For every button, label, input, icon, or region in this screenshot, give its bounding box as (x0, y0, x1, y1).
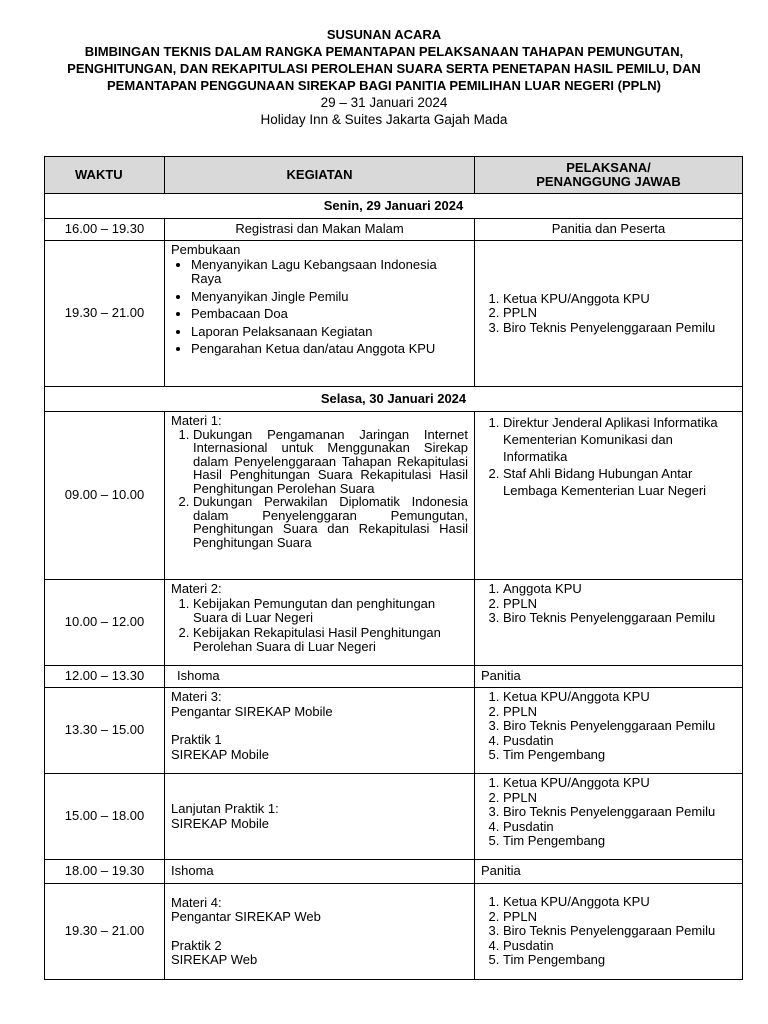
activity-line: SIREKAP Web (171, 952, 258, 967)
day-row (45, 387, 743, 412)
day-label: Senin, 29 Januari 2024 (45, 194, 743, 219)
list-item: • Pengarahan Ketua dan/atau Anggota KPU (191, 342, 468, 357)
responsible-list (481, 292, 736, 336)
table-row (45, 860, 743, 884)
list-item: 1. Ketua KPU/Anggota KPU (503, 895, 736, 910)
table-row (45, 580, 743, 666)
table-row (45, 241, 743, 387)
activity-line: Materi 3: (171, 689, 222, 704)
responsible-list (481, 414, 736, 499)
list-item: 5. Tim Pengembang (503, 953, 736, 968)
list-item: 1. Anggota KPU (503, 582, 736, 597)
responsible-cell (475, 774, 743, 860)
document-title: SUSUNAN ACARA (326, 27, 442, 42)
event-date: 29 – 31 Januari 2024 (320, 95, 448, 110)
list-item: 3. Biro Teknis Penyelenggaraan Pemilu (503, 611, 736, 626)
list-item: 5. Tim Pengembang (503, 748, 736, 763)
header-responsible-line1: PELAKSANA/ (566, 159, 651, 175)
activity-line: Lanjutan Praktik 1: (171, 801, 279, 816)
activity-line: Praktik 1 (171, 732, 222, 747)
activity-line: Materi 4: (171, 894, 222, 910)
activity-title: Pembukaan (171, 242, 241, 257)
schedule-table (44, 156, 743, 980)
time-cell: 19.30 – 21.00 (45, 884, 165, 980)
time-cell: 18.00 – 19.30 (45, 860, 165, 884)
list-item: 2. PPLN (503, 791, 736, 806)
list-item: 2. Staf Ahli Bidang Hubungan Antar Lembaga Kementerian Luar Negeri (503, 465, 736, 499)
activity-title: Materi 2: (171, 581, 222, 596)
time-cell: 13.30 – 15.00 (45, 688, 165, 774)
list-item: 4. Pusdatin (503, 820, 736, 835)
activity-cell (165, 580, 475, 666)
responsible-list (481, 895, 736, 968)
header-time: WAKTU (45, 157, 165, 194)
responsible-cell (475, 688, 743, 774)
activity-line: SIREKAP Mobile (171, 815, 270, 831)
responsible-cell (475, 884, 743, 980)
header-activity: KEGIATAN (165, 157, 475, 194)
table-row (45, 688, 743, 774)
responsible-cell (475, 412, 743, 580)
list-item: 1. Dukungan Pengamanan Jaringan Internet Internasional untuk Menggunakan Sirekap dalam Penyelenggaraan Tahapan Rekapitulasi Hasil Penghitungan Suara Rekapitulasi Hasil Penghitungan Perolehan Suara (193, 428, 468, 496)
activity-list (171, 258, 468, 357)
table-row (45, 412, 743, 580)
time-cell: 10.00 – 12.00 (45, 580, 165, 666)
document-subtitle: BIMBINGAN TEKNIS DALAM RANGKA PEMANTAPAN PELAKSANAAN TAHAPAN PEMUNGUTAN, PENGHITUNGAN, DAN REKAPITULASI PEROLEHAN SUARA SERTA PENETAPAN HASIL PEMILU, DAN PEMANTAPAN PENGGUNAAN SIREKAP BAGI PANITIA PEMILIHAN LUAR NEGERI (PPLN) (67, 44, 701, 93)
list-item: 1. Ketua KPU/Anggota KPU (503, 690, 736, 705)
activity-cell (165, 688, 475, 774)
time-cell: 09.00 – 10.00 (45, 412, 165, 580)
list-item: • Pembacaan Doa (191, 307, 468, 322)
day-row (45, 194, 743, 219)
activity-cell (165, 241, 475, 387)
list-item: 3. Biro Teknis Penyelenggaraan Pemilu (503, 719, 736, 734)
activity-line: Pengantar SIREKAP Web (171, 909, 321, 924)
time-cell: 15.00 – 18.00 (45, 774, 165, 860)
activity-cell: Registrasi dan Makan Malam (165, 219, 475, 241)
spacer (171, 719, 468, 733)
activity-cell (165, 774, 475, 860)
activity-cell: Ishoma (165, 860, 475, 884)
list-item: 2. PPLN (503, 705, 736, 720)
list-item: 2. PPLN (503, 306, 736, 321)
list-item: 2. PPLN (503, 910, 736, 925)
time-cell: 16.00 – 19.30 (45, 219, 165, 241)
list-item: 4. Pusdatin (503, 734, 736, 749)
activity-list (171, 428, 468, 550)
list-item: 2. Kebijakan Rekapitulasi Hasil Penghitungan Perolehan Suara di Luar Negeri (193, 626, 468, 655)
list-item: 3. Biro Teknis Penyelenggaraan Pemilu (503, 321, 736, 336)
responsible-cell (475, 580, 743, 666)
table-row (45, 774, 743, 860)
time-cell: 12.00 – 13.30 (45, 666, 165, 688)
list-item: 2. Dukungan Perwakilan Diplomatik Indonesia dalam Penyelenggaran Pemungutan, Penghitungan Suara dan Rekapitulasi Hasil Penghitungan Suara (193, 495, 468, 549)
list-item: 5. Tim Pengembang (503, 834, 736, 849)
activity-cell (165, 884, 475, 980)
activity-line: Praktik 2 (171, 937, 222, 953)
list-item: 4. Pusdatin (503, 939, 736, 954)
activity-cell: Ishoma (165, 666, 475, 688)
activity-line: Pengantar SIREKAP Mobile (171, 703, 333, 719)
list-item: 3. Biro Teknis Penyelenggaraan Pemilu (503, 924, 736, 939)
responsible-list (481, 776, 736, 849)
list-item: 1. Kebijakan Pemungutan dan penghitungan Suara di Luar Negeri (193, 597, 468, 626)
list-item: 3. Biro Teknis Penyelenggaraan Pemilu (503, 805, 736, 820)
table-row (45, 219, 743, 241)
table-row (45, 666, 743, 688)
responsible-cell: Panitia (475, 860, 743, 884)
spacer (171, 925, 468, 939)
header-responsible-line2: PENANGGUNG JAWAB (536, 174, 681, 189)
time-cell: 19.30 – 21.00 (45, 241, 165, 387)
document-header (0, 0, 768, 128)
activity-line: SIREKAP Mobile (171, 746, 270, 762)
day-label: Selasa, 30 Januari 2024 (45, 387, 743, 412)
list-item: 1. Direktur Jenderal Aplikasi Informatika Kementerian Komunikasi dan Informatika (503, 414, 736, 465)
responsible-list (481, 582, 736, 626)
responsible-cell: Panitia dan Peserta (475, 219, 743, 241)
event-venue: Holiday Inn & Suites Jakarta Gajah Mada (260, 112, 508, 127)
list-item: • Menyanyikan Lagu Kebangsaan Indonesia Raya (191, 258, 468, 287)
table-row (45, 884, 743, 980)
activity-cell (165, 412, 475, 580)
list-item: 1. Ketua KPU/Anggota KPU (503, 292, 736, 307)
list-item: • Laporan Pelaksanaan Kegiatan (191, 325, 468, 340)
activity-title: Materi 1: (171, 413, 222, 428)
list-item: • Menyanyikan Jingle Pemilu (191, 290, 468, 305)
table-header-row (45, 157, 743, 194)
list-item: 2. PPLN (503, 597, 736, 612)
responsible-cell (475, 241, 743, 387)
activity-list (171, 597, 468, 655)
list-item: 1. Ketua KPU/Anggota KPU (503, 776, 736, 791)
header-responsible (475, 157, 743, 194)
responsible-cell: Panitia (475, 666, 743, 688)
responsible-list (481, 690, 736, 763)
